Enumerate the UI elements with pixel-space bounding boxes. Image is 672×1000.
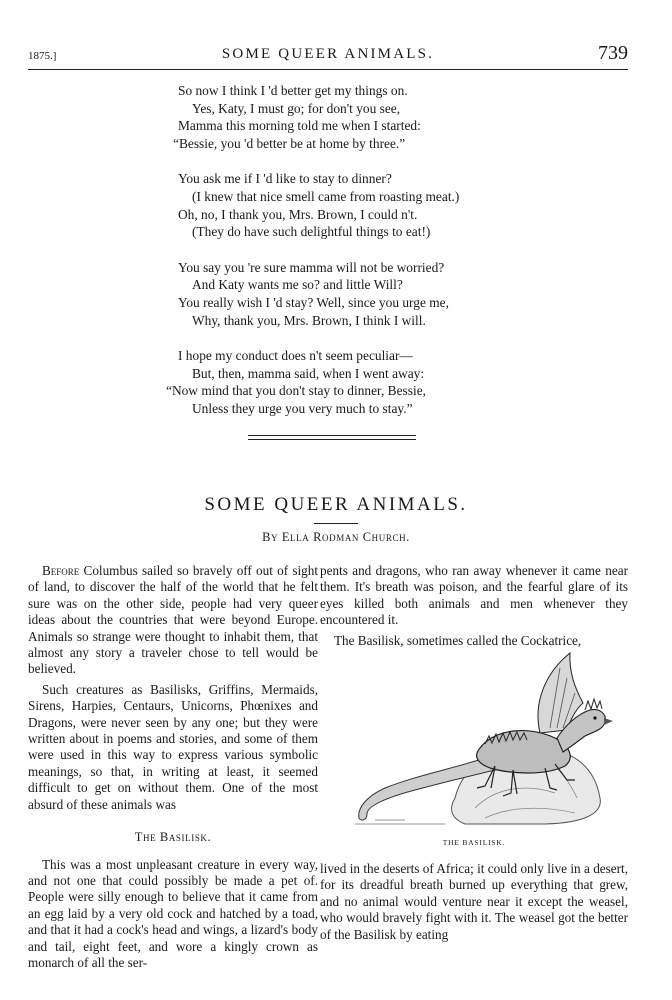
poem-stanza-4 (166, 347, 538, 417)
poem-line: Mamma this morning told me when I started: (178, 118, 421, 134)
left-column (28, 563, 318, 975)
poem (166, 82, 538, 436)
paragraph: Such creatures as Basilisks, Griffins, Mermaids, Sirens, Harpies, Centaurs, Unicorns, Phœnixes and Dragons, were never seen by any one; but they were written about in poems and stories, and some of them were used in this way to express various symbolic meanings, so that, in writing at least, it seemed difficult to get on without them. One of the most absurd of these animals was (28, 681, 318, 812)
poem-line: And Katy wants me so? and little Will? (192, 277, 403, 293)
poem-line: You say you 're sure mamma will not be worried? (178, 259, 445, 275)
poem-line: (They do have such delightful things to eat!) (192, 224, 431, 240)
poem-line: “Now mind that you don't stay to dinner, Bessie, (166, 383, 426, 399)
paragraph: pents and dragons, who ran away whenever it came near them. It's breath was poison, and the fearful glare of its eyes killed both animals and men whenever they encountered it. (320, 563, 628, 628)
section-heading: The Basilisk. (134, 830, 212, 845)
header-rule (28, 69, 628, 70)
poem-stanza-3 (178, 259, 538, 329)
paragraph: This was a most unpleasant creature in every way, and not one that could possibly be made a pet of. People were silly enough to believe that it came from an egg laid by a very old cock and hatched by a toad, and that it had a cock's head and wings, a lizard's body and tail, eight feet, and wore a kingly crown as monarch of all the ser- (28, 856, 318, 970)
lead-word: Before (42, 563, 80, 578)
poem-line: But, then, mamma said, when I went away: (192, 365, 425, 381)
poem-line: “Bessie, you 'd better be at home by three.” (173, 135, 406, 151)
paragraph: lived in the deserts of Africa; it could only live in a desert, for its dreadful breath burned up everything that grew, and no animal would venture near it except the weasel, who would bravely fight with it. The weasel got the better of the Basilisk by eating (320, 861, 628, 942)
header-date: 1875.] (28, 50, 57, 62)
section-divider (248, 439, 416, 440)
paragraph-text: Columbus sailed so bravely off out of sight of land, to discover the half of the world that he felt sure was on the other side, people had very queer ideas about the countries that were beyond Europe. Animals so strange were thought to inhabit them, that almost any story a traveler chose to tell would be believed. (28, 563, 318, 677)
poem-stanza-2 (178, 170, 538, 240)
poem-stanza-1 (173, 82, 538, 152)
paragraph (28, 563, 318, 678)
poem-line: So now I think I 'd better get my things on. (178, 83, 408, 98)
poem-line: Yes, Katy, I must go; for don't you see, (192, 100, 401, 116)
basilisk-drawing (345, 648, 613, 826)
poem-line: (I knew that nice smell came from roasting meat.) (192, 188, 460, 204)
page-number: 739 (598, 42, 628, 64)
paragraph: The Basilisk, sometimes called the Cockatrice, (334, 632, 582, 648)
article-title: SOME QUEER ANIMALS. (204, 494, 468, 515)
figure-caption: THE BASILISK. (442, 838, 506, 847)
header-running-title: SOME QUEER ANIMALS. (221, 46, 435, 62)
poem-line: I hope my conduct does n't seem peculiar— (178, 348, 413, 364)
basilisk-illustration (345, 648, 613, 826)
poem-line: Why, thank you, Mrs. Brown, I think I will. (192, 312, 426, 328)
poem-line: You ask me if I 'd like to stay to dinner? (178, 171, 392, 187)
article-byline: By Ella Rodman Church. (262, 530, 410, 544)
section-divider (248, 435, 416, 436)
right-column-continued (320, 861, 628, 947)
poem-line: You really wish I 'd stay? Well, since you urge me, (178, 294, 449, 310)
running-header (28, 42, 628, 68)
poem-line: Oh, no, I thank you, Mrs. Brown, I could n't. (178, 206, 418, 222)
poem-line: Unless they urge you very much to stay.” (192, 400, 413, 416)
title-rule (314, 523, 358, 524)
right-column (320, 563, 628, 653)
